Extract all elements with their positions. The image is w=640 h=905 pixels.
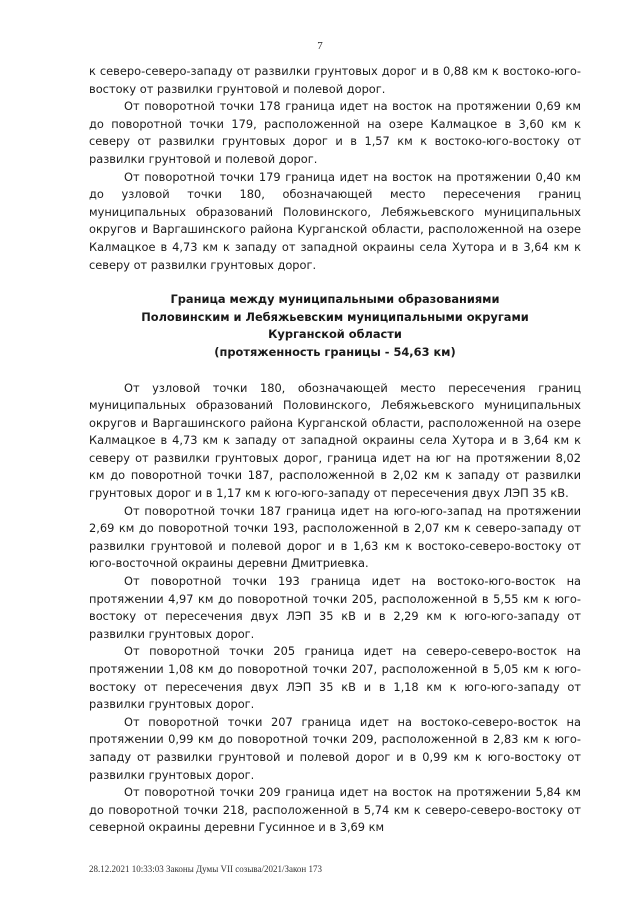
paragraph: От поворотной точки 207 граница идет на востоко-северо-восток на протяжении 0,99 км до поворотной точки 209, расположенной в 2,83 км к юго-западу от развилки грунтовой и полевой дорог и в 0,99 км к юго-востоку от развилки грунтовых дорог. (89, 714, 581, 782)
section-heading (89, 291, 581, 361)
document-body (89, 63, 581, 837)
paragraph: От поворотной точки 209 граница идет на восток на протяжении 5,84 км до поворотной точки 218, расположенной в 5,74 км к северо-северо-востоку от северной окраины деревни Гусинное и в 3,69 км (89, 785, 581, 835)
paragraph: От поворотной точки 193 граница идет на востоко-юго-восток на протяжении 4,97 км до поворотной точки 205, расположенной в 5,55 км к юго-востоку от пересечения двух ЛЭП 35 кВ и в 2,29 км к юго-юго-западу от развилки грунтовых дорог. (89, 574, 581, 641)
paragraph: От поворотной точки 178 граница идет на восток на протяжении 0,69 км до поворотной точки 179, расположенной на озере Калмацкое в 3,60 км к северу от развилки грунтовых дорог и в 1,57 км к востоко-юго-востоку от развилки грунтовой и полевой дорог. (89, 99, 581, 166)
paragraph: От поворотной точки 187 граница идет на юго-юго-запад на протяжении 2,69 км до поворотной точки 193, расположенной в 2,07 км к северо-западу от развилки грунтовой и полевой дорог и в 1,63 км к востоко-северо-востоку от юго-восточной окраины деревни Дмитриевка. (89, 503, 581, 571)
heading-line: Половинским и Лебяжьевским муниципальными округами (141, 309, 529, 324)
document-footer: 28.12.2021 10:33:03 Законы Думы VII созыва/2021/Закон 173 (89, 864, 322, 874)
paragraph: От поворотной точки 179 граница идет на восток на протяжении 0,40 км до узловой точки 180, обозначающей место пересечения границ муниципальных образований Половинского, Лебяжьевского муниципальных округов и Варгашинского района Курганской области, расположенной на озере Калмацкое в 4,73 км к западу от западной окраины села Хутора и в 3,64 км к северу от развилки грунтовых дорог. (89, 169, 581, 272)
heading-line: Курганской области (268, 327, 402, 342)
paragraph: От поворотной точки 205 граница идет на северо-северо-восток на протяжении 1,08 км до поворотной точки 207, расположенной в 5,05 км к юго-востоку от пересечения двух ЛЭП 35 кВ и в 1,18 км к юго-юго-западу от развилки грунтовых дорог. (89, 644, 581, 712)
paragraph: От узловой точки 180, обозначающей место пересечения границ муниципальных образований Половинского, Лебяжьевского муниципальных округов и Варгашинского района Курганской области, расположенной на озере Калмацкое в 4,73 км к западу от западной окраины села Хутора и в 3,64 км к северу от развилки грунтовых дорог, граница идет на юг на протяжении 8,02 км до поворотной точки 187, расположенной в 2,02 км к западу от развилки грунтовых дорог и в 1,17 км к юго-юго-западу от пересечения двух ЛЭП 35 кВ. (89, 380, 581, 501)
heading-line: Граница между муниципальными образованиями (170, 292, 500, 307)
paragraph-continuation: к северо-северо-западу от развилки грунтовых дорог и в 0,88 км к востоко-юго-востоку от развилки грунтовой и полевой дорог. (89, 64, 581, 96)
heading-length: (протяженность границы - 54,63 км) (214, 344, 456, 359)
page-number: 7 (317, 40, 323, 52)
